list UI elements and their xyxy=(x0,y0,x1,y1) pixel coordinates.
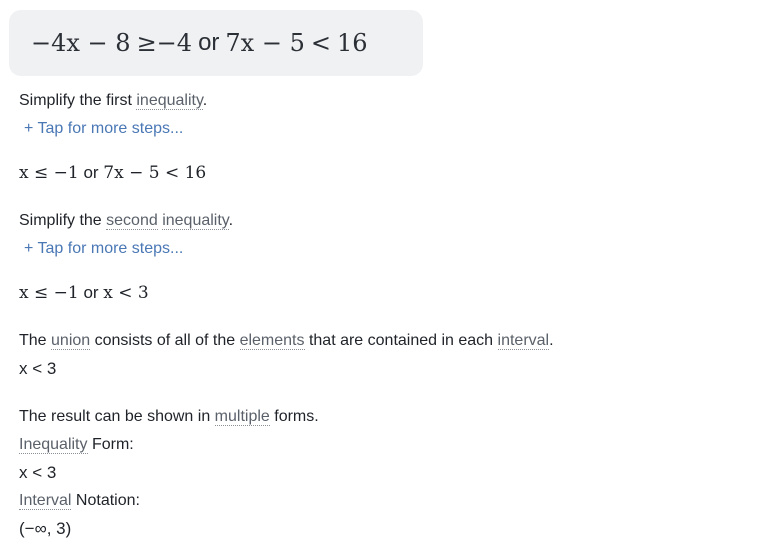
term-second[interactable]: second xyxy=(106,212,158,229)
step1-result: x ≤ −1 or 7x − 5 < 16 xyxy=(19,163,207,183)
term-inequality-form[interactable]: Inequality xyxy=(19,436,88,453)
step2-result: x ≤ −1 or x < 3 xyxy=(19,283,149,303)
term-multiple[interactable]: multiple xyxy=(214,408,270,425)
term-interval-notation[interactable]: Interval xyxy=(19,492,72,509)
union-explanation: The union consists of all of the elements that are contained in each interval. xyxy=(19,332,554,349)
term-elements[interactable]: elements xyxy=(239,332,305,349)
inequality-form-label: Inequality Form: xyxy=(19,436,134,453)
interval-notation-label: Interval Notation: xyxy=(19,492,140,509)
inequality-lhs-2: 7x − 5 xyxy=(225,29,305,57)
interval-notation-result: (−∞, 3) xyxy=(19,519,72,538)
union-result: x < 3 xyxy=(19,359,57,378)
term-union[interactable]: union xyxy=(51,332,91,349)
inequality-relation-2: < xyxy=(310,29,331,57)
forms-heading: The result can be shown in multiple forms. xyxy=(19,408,319,425)
term-inequality-2[interactable]: inequality xyxy=(162,212,229,229)
tap-more-steps-1[interactable]: + Tap for more steps... xyxy=(24,120,184,137)
inequality-rhs-2: 16 xyxy=(336,29,368,57)
term-inequality[interactable]: inequality xyxy=(136,92,203,109)
inequality-rhs-1: −4 xyxy=(156,29,193,57)
inequality-relation-1: ≥ xyxy=(136,29,157,57)
step2-heading: Simplify the second inequality. xyxy=(19,212,234,229)
term-interval[interactable]: interval xyxy=(497,332,550,349)
problem-statement xyxy=(9,10,423,76)
step1-heading: Simplify the first inequality. xyxy=(19,92,208,109)
inequality-form-result: x < 3 xyxy=(19,463,57,482)
connector-or: or xyxy=(198,29,220,56)
tap-more-steps-2[interactable]: + Tap for more steps... xyxy=(24,240,184,257)
inequality-lhs-1: −4x − 8 xyxy=(31,29,131,57)
